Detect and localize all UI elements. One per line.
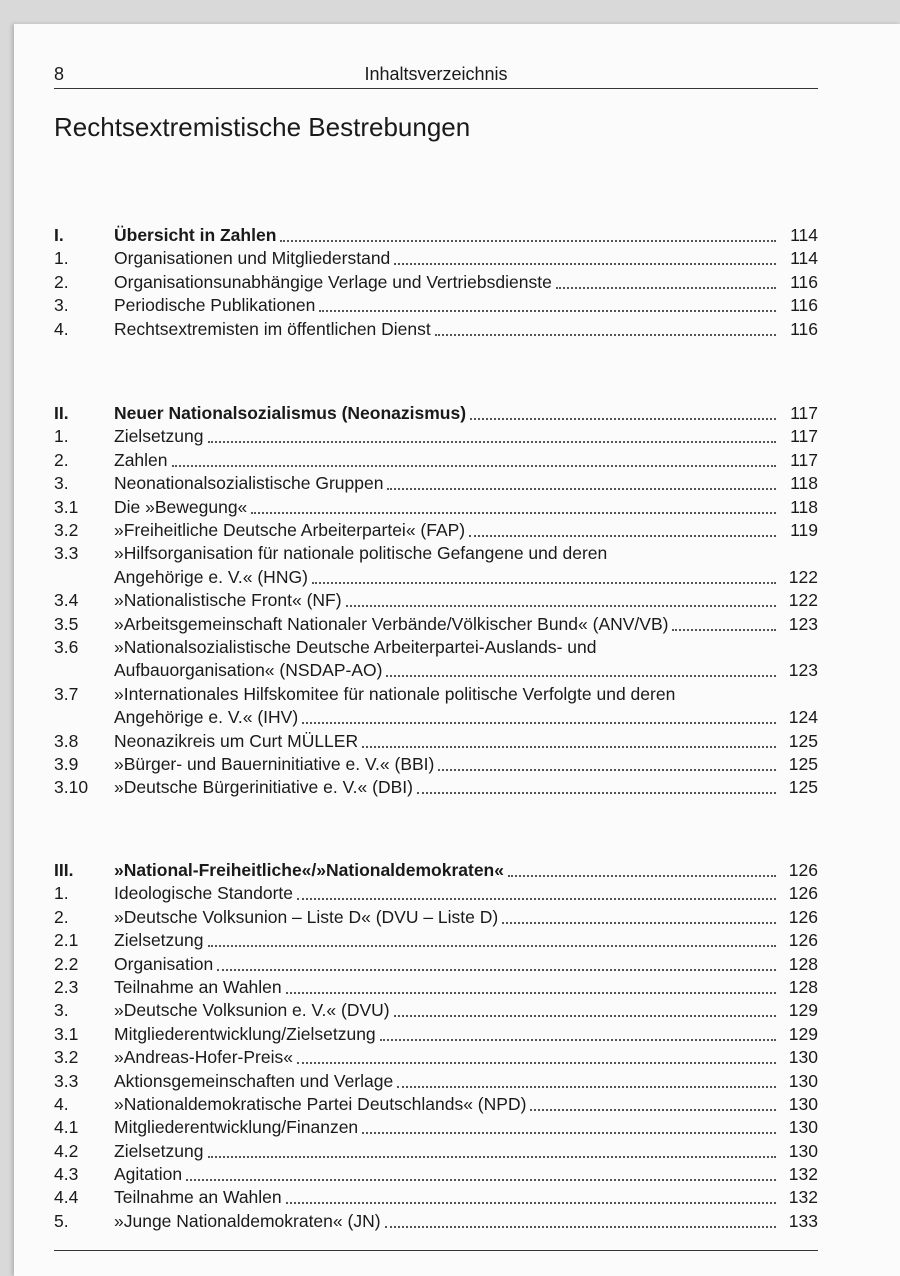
toc-entry-title: Angehörige e. V.« (HNG) (114, 566, 308, 587)
toc-entry-title: »Nationalistische Front« (NF) (114, 590, 342, 611)
toc-entry-number: 4.2 (54, 1140, 79, 1161)
toc-entry-page: 128 (788, 976, 818, 997)
toc-entry (54, 683, 818, 730)
toc-entry-number: 3.9 (54, 753, 79, 774)
toc-entry-title: Teilnahme an Wahlen (114, 1187, 282, 1208)
dot-leader (312, 566, 776, 584)
dot-leader (297, 882, 776, 900)
dot-leader (208, 425, 777, 443)
dot-leader (217, 953, 776, 971)
toc-entry-page: 123 (788, 613, 818, 634)
toc-entry-title: Zielsetzung (114, 930, 204, 951)
dot-leader (172, 449, 776, 467)
toc-entry (54, 1093, 818, 1116)
dot-leader (280, 224, 776, 242)
toc-entry-number: 4.3 (54, 1164, 79, 1185)
dot-leader (346, 589, 776, 607)
toc-entry (54, 1140, 818, 1163)
dot-leader (502, 906, 776, 924)
toc-entry-number: 2.3 (54, 976, 79, 997)
toc-entry-number: 3. (54, 295, 69, 316)
toc-entry-title: Aufbauorganisation« (NSDAP-AO) (114, 660, 383, 681)
toc-entry-page: 117 (790, 403, 818, 423)
toc-entry-page: 126 (788, 860, 818, 880)
toc-entry-title: Ideologische Standorte (114, 883, 294, 904)
toc-entry (54, 882, 818, 905)
dot-leader (417, 776, 776, 794)
toc-entry-title: Neonazikreis um Curt MÜLLER (114, 730, 359, 751)
toc-entry-title: »Deutsche Volksunion e. V.« (DVU) (114, 1000, 390, 1021)
toc-entry-number: 2. (54, 271, 69, 292)
toc-entry-title: Neuer Nationalsozialismus (Neonazismus) (114, 403, 467, 423)
toc-entry-number: II. (54, 403, 69, 423)
toc-entry (54, 999, 818, 1022)
toc-entry-title: »National-Freiheitliche«/»Nationaldemokraten« (114, 860, 504, 880)
toc-entry-page: 130 (788, 1047, 818, 1068)
toc-entry-page: 116 (790, 318, 818, 339)
toc-entry-title: Zielsetzung (114, 426, 204, 447)
toc-entry-title: Aktionsgemeinschaften und Verlage (114, 1070, 394, 1091)
toc-entry-page: 126 (788, 906, 818, 927)
toc-entry-page: 133 (788, 1210, 818, 1231)
dot-leader (286, 976, 776, 994)
toc-entry (54, 542, 818, 589)
toc-section-1 (54, 224, 818, 341)
toc-entry-page: 126 (788, 883, 818, 904)
toc-entry (54, 1163, 818, 1186)
page-title: Rechtsextremistische Bestrebungen (54, 112, 471, 142)
toc-entry-title: Angehörige e. V.« (IHV) (114, 707, 299, 728)
toc-entry-page: 122 (788, 566, 818, 587)
toc-entry-page: 119 (790, 519, 818, 540)
toc-entry-title: Übersicht in Zahlen (114, 225, 277, 245)
toc-entry-number: 1. (54, 248, 69, 269)
toc-entry (54, 496, 818, 519)
toc-entry-title: Neonationalsozialistische Gruppen (114, 473, 384, 494)
toc-entry-page: 130 (788, 1093, 818, 1114)
toc-entry-page: 130 (788, 1140, 818, 1161)
dot-leader (394, 999, 776, 1017)
dot-leader (530, 1093, 776, 1111)
dot-leader (386, 659, 776, 677)
dot-leader (508, 859, 776, 877)
toc-entry-page: 129 (788, 1023, 818, 1044)
toc-entry-number: 3.1 (54, 496, 79, 517)
toc-entry-number: 3.3 (54, 543, 79, 564)
toc-entry-title: Zielsetzung (114, 1140, 204, 1161)
toc-entry-page: 114 (790, 225, 818, 245)
toc-entry-title: »Freiheitliche Deutsche Arbeiterpartei« (FAP) (114, 519, 466, 540)
toc-entry-title: Periodische Publikationen (114, 295, 316, 316)
toc-entry (54, 1046, 818, 1069)
toc-section-3 (54, 859, 818, 1233)
toc-entry-number: 2.1 (54, 930, 79, 951)
toc-entry-title: »Arbeitsgemeinschaft Nationaler Verbände/Völkischer Bund« (ANV/VB) (114, 613, 669, 634)
dot-leader (319, 294, 776, 312)
toc-entry-page: 130 (788, 1117, 818, 1138)
toc-entry-title-line1: »Nationalsozialistische Deutsche Arbeiterpartei-Auslands- und (114, 636, 597, 657)
toc-entry-page: 122 (788, 590, 818, 611)
toc-entry-title: Organisationsunabhängige Verlage und Vertriebsdienste (114, 271, 552, 292)
page-header (54, 64, 818, 89)
toc-section-heading (54, 402, 818, 425)
toc-entry-number: 5. (54, 1210, 69, 1231)
toc-entry (54, 1023, 818, 1046)
dot-leader (302, 706, 776, 724)
toc-entry-title-line1: »Hilfsorganisation für nationale politische Gefangene und deren (114, 543, 608, 564)
toc-entry-title: »Andreas-Hofer-Preis« (114, 1047, 293, 1068)
toc-entry (54, 589, 818, 612)
toc-entry-number: 4. (54, 318, 69, 339)
toc-entry (54, 318, 818, 341)
toc-section-2 (54, 402, 818, 800)
footer-rule (54, 1250, 818, 1251)
toc-entry (54, 425, 818, 448)
toc-entry (54, 247, 818, 270)
dot-leader (387, 472, 776, 490)
toc-entry-number: 4.4 (54, 1187, 79, 1208)
toc-entry-number: 3. (54, 473, 69, 494)
toc-entry-page: 124 (788, 707, 818, 728)
toc-entry-number: 3. (54, 1000, 69, 1021)
toc-entry (54, 472, 818, 495)
toc-entry-title-line1: »Internationales Hilfskomitee für nationale politische Verfolgte und deren (114, 683, 676, 704)
toc-entry-number: 1. (54, 883, 69, 904)
toc-entry-number: 3.5 (54, 613, 79, 634)
toc-section-heading (54, 224, 818, 247)
running-title: Inhaltsverzeichnis (364, 64, 508, 84)
toc-entry-number: 3.2 (54, 1047, 79, 1068)
toc-entry-number: 3.2 (54, 519, 79, 540)
toc-entry (54, 953, 818, 976)
toc-entry-number: III. (54, 860, 74, 880)
toc-entry-title: Agitation (114, 1164, 183, 1185)
toc-entry-page: 118 (790, 473, 818, 494)
toc-entry-title: Mitgliederentwicklung/Zielsetzung (114, 1023, 376, 1044)
toc-entry-page: 130 (788, 1070, 818, 1091)
dot-leader (362, 1116, 776, 1134)
dot-leader (380, 1023, 776, 1041)
toc-entry (54, 636, 818, 683)
toc-entry (54, 294, 818, 317)
toc-entry (54, 976, 818, 999)
dot-leader (297, 1046, 776, 1064)
toc-entry-page: 116 (790, 271, 818, 292)
toc-entry-title: Organisationen und Mitgliederstand (114, 248, 391, 269)
dot-leader (208, 929, 777, 947)
toc-entry-number: 3.8 (54, 730, 79, 751)
dot-leader (186, 1163, 776, 1181)
toc-entry-number: 3.10 (54, 777, 89, 798)
dot-leader (469, 519, 776, 537)
dot-leader (362, 730, 776, 748)
toc-entry-page: 126 (788, 930, 818, 951)
toc-entry-title: »Deutsche Bürgerinitiative e. V.« (DBI) (114, 777, 413, 798)
toc-entry-number: 3.1 (54, 1023, 79, 1044)
toc-entry-title: Teilnahme an Wahlen (114, 976, 282, 997)
toc-entry-title: »Deutsche Volksunion – Liste D« (DVU – Liste D) (114, 906, 499, 927)
toc-entry-number: 3.6 (54, 636, 79, 657)
toc-entry (54, 753, 818, 776)
toc-entry (54, 1210, 818, 1233)
dot-leader (394, 247, 776, 265)
toc-entry-page: 116 (790, 295, 818, 316)
dot-leader (397, 1070, 776, 1088)
toc-entry-page: 117 (790, 449, 818, 470)
toc-entry-number: 2. (54, 906, 69, 927)
toc-entry-number: 2.2 (54, 953, 79, 974)
toc-entry-title: Organisation (114, 953, 214, 974)
dot-leader (672, 613, 776, 631)
toc-entry (54, 730, 818, 753)
dot-leader (251, 496, 776, 514)
toc-entry-title: Mitgliederentwicklung/Finanzen (114, 1117, 359, 1138)
page-number: 8 (54, 64, 65, 84)
toc-entry (54, 1116, 818, 1139)
toc-entry-page: 125 (788, 777, 818, 798)
toc-entry (54, 519, 818, 542)
toc-entry-page: 114 (790, 248, 818, 269)
toc-entry (54, 449, 818, 472)
toc-entry-number: 4. (54, 1093, 69, 1114)
toc-entry-page: 129 (788, 1000, 818, 1021)
toc-entry (54, 1186, 818, 1209)
dot-leader (438, 753, 776, 771)
toc-entry-page: 125 (788, 730, 818, 751)
dot-leader (385, 1210, 776, 1228)
dot-leader (286, 1186, 776, 1204)
toc-entry-number: 2. (54, 449, 69, 470)
toc-entry (54, 929, 818, 952)
dot-leader (208, 1140, 777, 1158)
toc-entry (54, 1070, 818, 1093)
dot-leader (435, 318, 776, 336)
dot-leader (556, 271, 776, 289)
toc-entry-title: »Junge Nationaldemokraten« (JN) (114, 1210, 381, 1231)
toc-section-heading (54, 859, 818, 882)
toc-entry-title: Die »Bewegung« (114, 496, 248, 517)
toc-entry (54, 613, 818, 636)
dot-leader (470, 402, 776, 420)
toc-entry-page: 132 (788, 1164, 818, 1185)
toc-entry-page: 118 (790, 496, 818, 517)
toc-entry (54, 271, 818, 294)
document-page (14, 24, 900, 1276)
toc-entry-number: 3.4 (54, 590, 79, 611)
toc-entry-title: »Bürger- und Bauerninitiative e. V.« (BBI) (114, 753, 435, 774)
toc-entry (54, 776, 818, 799)
toc-entry (54, 906, 818, 929)
toc-entry-page: 125 (788, 753, 818, 774)
toc-entry-title: Rechtsextremisten im öffentlichen Dienst (114, 318, 431, 339)
toc-entry-page: 128 (788, 953, 818, 974)
toc-entry-number: I. (54, 225, 64, 245)
toc-entry-title: »Nationaldemokratische Partei Deutschlands« (NPD) (114, 1093, 527, 1114)
toc-entry-number: 3.7 (54, 683, 79, 704)
toc-entry-number: 1. (54, 426, 69, 447)
toc-entry-number: 3.3 (54, 1070, 79, 1091)
toc-entry-page: 117 (790, 426, 818, 447)
toc-entry-number: 4.1 (54, 1117, 79, 1138)
toc-entry-title: Zahlen (114, 449, 168, 470)
toc-entry-page: 123 (788, 660, 818, 681)
toc-entry-page: 132 (788, 1187, 818, 1208)
